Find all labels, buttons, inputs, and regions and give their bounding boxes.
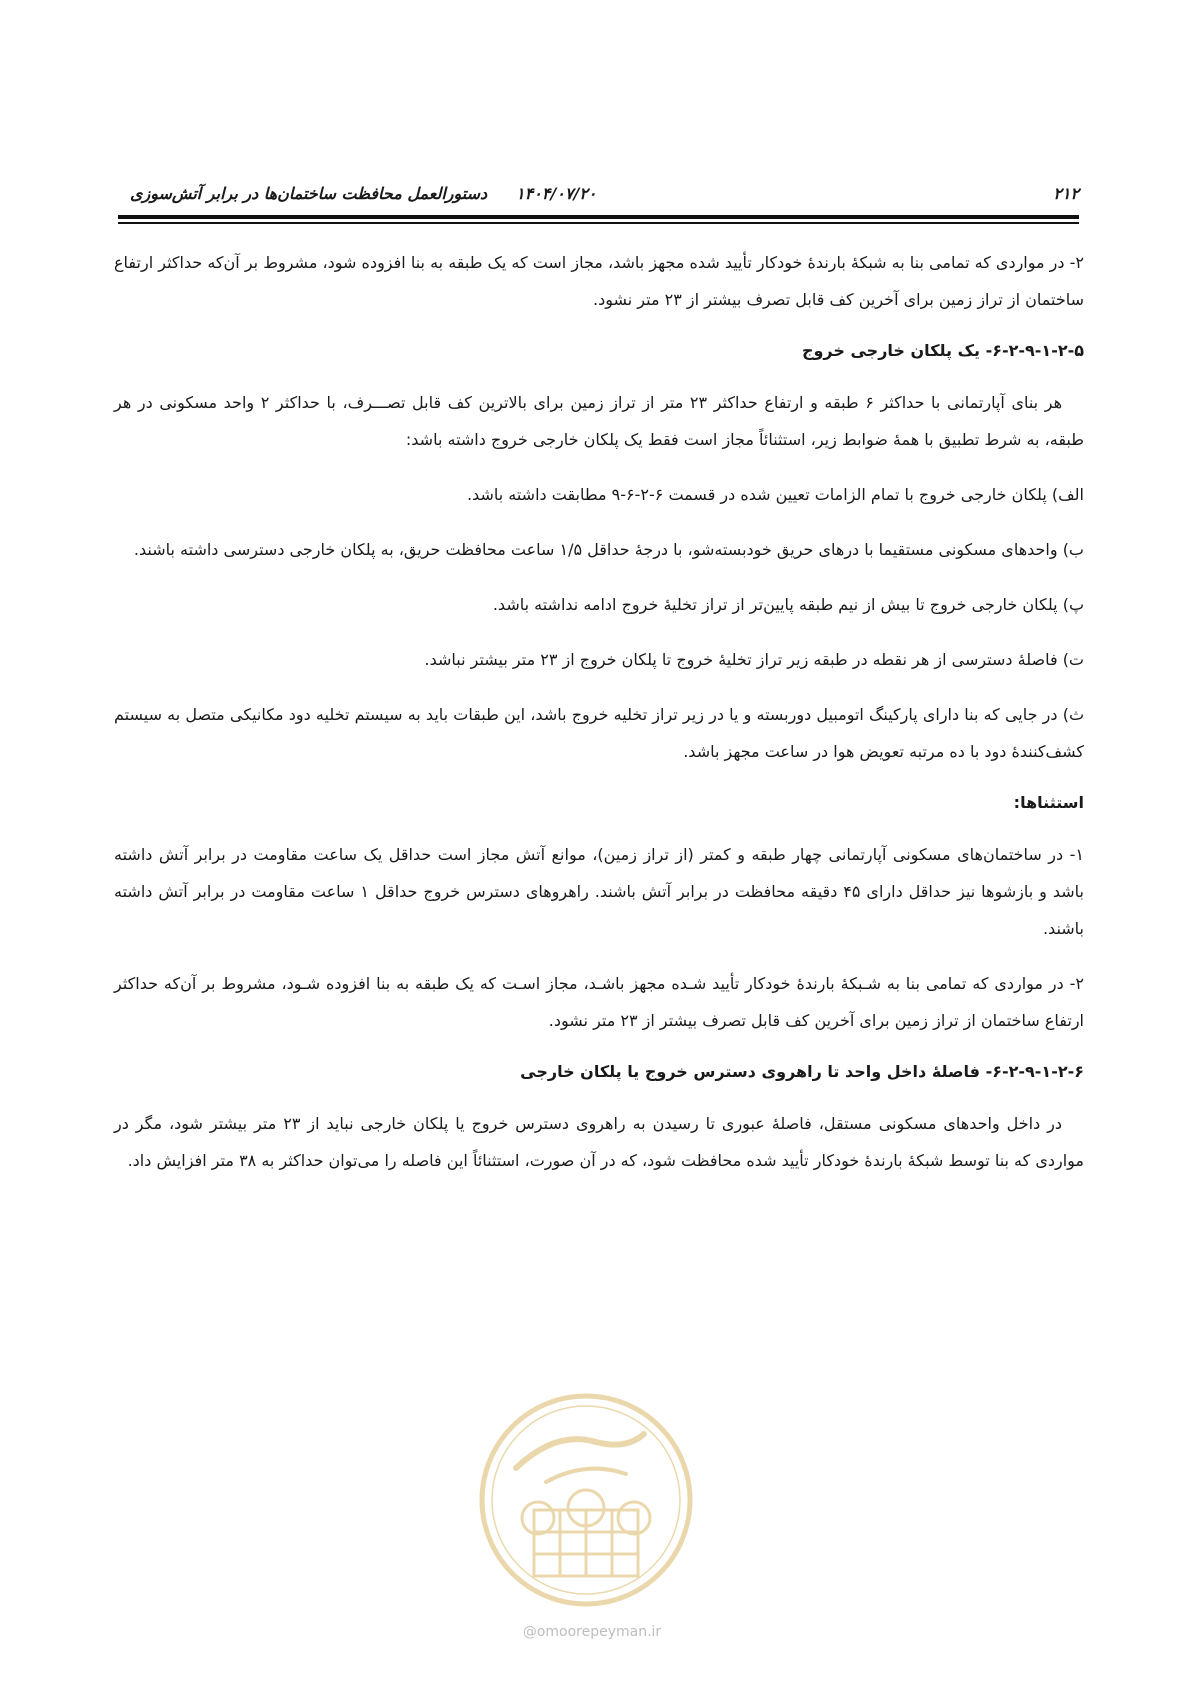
list-item-b: ب) واحدهای مسکونی مستقیما با درهای حریق خودبسته‌شو، با درجهٔ حداقل ۱/۵ ساعت محافظت حریق، به پلکان خارجی دسترسی داشته باشند. xyxy=(133,540,1084,559)
list-item-p: پ) پلکان خارجی خروج تا بیش از نیم طبقه پایین‌تر از تراز تخلیهٔ خروج ادامه نداشته باشد. xyxy=(492,595,1084,614)
list-item-t: ت) فاصلهٔ دسترسی از هر نقطه در طبقه زیر تراز تخلیهٔ خروج تا پلکان خروج از ۲۳ متر بیشتر نباشد. xyxy=(424,650,1084,669)
exceptions-heading: استثناها: xyxy=(1013,793,1084,812)
section-heading-5: ۶-۲-۹-۱-۲-۵- یک پلکان خارجی خروج xyxy=(801,341,1084,360)
page-header xyxy=(118,178,1079,208)
list-item-a: الف) پلکان خارجی خروج با تمام الزامات تعیین شده در قسمت ۶-۲-۶-۹ مطابقت داشته باشد. xyxy=(466,485,1084,504)
header-date: ۱۴۰۴/۰۷/۲۰ xyxy=(516,184,597,203)
document-title: دستورالعمل محافظت ساختمان‌ها در برابر آتش‌سوزی xyxy=(130,184,488,203)
paragraph-apartment-rule: هر بنای آپارتمانی با حداکثر ۶ طبقه و ارتفاع حداکثر ۲۳ متر از تراز زمین برای بالاترین کف قابل تصـــرف، با حداکثر ۲ واحد مسکونی در هر طبقه، به شرط تطبیق با همهٔ ضوابط زیر، استثنائاً مجاز است فقط یک پلکان خارجی خروج داشته باشد: xyxy=(114,393,1084,449)
page-number: ۲۱۲ xyxy=(1053,184,1079,203)
page-content xyxy=(114,244,1084,1197)
header-rule-thick xyxy=(118,215,1079,219)
header-rule-thin xyxy=(118,222,1079,224)
section-heading-6: ۶-۲-۹-۱-۲-۶- فاصلهٔ داخل واحد تا راهروی دسترس خروج یا پلکان خارجی xyxy=(520,1062,1084,1081)
watermark-seal-icon xyxy=(476,1390,696,1610)
list-item-s: ث) در جایی که بنا دارای پارکینگ اتومبیل دوربسته و یا در زیر تراز تخلیه خروج باشد، این طبقات باید به سیستم تخلیه دود مکانیکی متصل به سیستم کشف‌کنندهٔ دود با ده مرتبه تعویض هوا در ساعت مجهز باشد. xyxy=(114,705,1084,761)
paragraph-item-2: ۲- در مواردی که تمامی بنا به شبکهٔ بارندهٔ خودکار تأیید شده مجهز باشد، مجاز است که یک طبقه به بنا افزوده شود، مشروط بر آن‌که حداکثر ارتفاع ساختمان از تراز زمین برای آخرین کف قابل تصرف بیشتر از ۲۳ متر نشود. xyxy=(114,253,1084,309)
paragraph-distance-rule: در داخل واحدهای مسکونی مستقل، فاصلهٔ عبوری تا رسیدن به راهروی دسترس خروج یا پلکان خارجی نباید از ۲۳ متر بیشتر شود، مگر در مواردی که بنا توسط شبکهٔ بارندهٔ خودکار تأیید شده محافظت شود، که در آن صورت، استثنائاً این فاصله را می‌توان حداکثر به ۳۸ متر افزایش داد. xyxy=(114,1114,1084,1170)
exception-1: ۱- در ساختمان‌های مسکونی آپارتمانی چهار طبقه و کمتر (از تراز زمین)، موانع آتش مجاز است حداقل یک ساعت مقاومت در برابر آتش داشته باشد و بازشوها نیز حداقل دارای ۴۵ دقیقه محافظت در برابر آتش باشند. راهروهای دسترس خروج حداقل ۱ ساعت مقاومت در برابر آتش داشته باشند. xyxy=(114,845,1085,938)
watermark-site: @omoorepeyman.ir xyxy=(522,1624,662,1640)
exception-2: ۲- در مواردی که تمامی بنا به شـبکهٔ بارندهٔ خودکار تأیید شـده مجهز باشـد، مجاز اسـت که یک طبقه به بنا افزوده شـود، مشروط بر آن‌که حداکثر ارتفاع ساختمان از تراز زمین برای آخرین کف قابل تصرف بیشتر از ۲۳ متر نشود. xyxy=(114,974,1084,1030)
